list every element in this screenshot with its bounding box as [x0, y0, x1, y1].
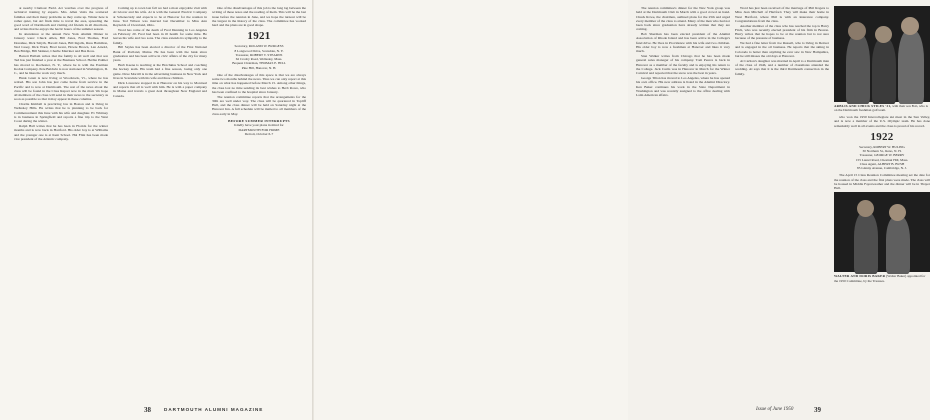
bottom-photo [834, 192, 930, 272]
article-paragraph: The April 15 Class Reunion Committee meeting set the date for the reunion of the class and the first plans were made. The class will be housed in Middle Fayerweather and the dinner will be in Thayer Hall. [834, 173, 930, 191]
officer-line: Treasurer, ROBERT T. STEARNS [235, 52, 283, 57]
article-paragraph: Coming up to town last fall we had a most enjoyable visit with Al Glover and his wife. Al is with the General Electric Company at Schenectady and expects to be at Hanover for the reunion in June. Ted Wilson was married last December to Miss Ann Reynolds of Cleveland, Ohio. [113, 6, 207, 28]
notice-line: Detroit, October 6-7 [244, 131, 274, 136]
article-paragraph: Charlie Kimball is practicing law in Boston and is living in Wellesley Hills. He writes that he is planning to be back for Commencement this June with his wife and daughter. Ev Whitney is in business in Springfield and reports a fine trip to the West Coast during the winter. [14, 102, 108, 124]
officer-line: 155 Laurel Road, Chestnut Hill, Mass. [855, 157, 909, 162]
bottom-photo-caption-heading: WALTER AND DORIS BAKER [834, 274, 886, 279]
officer-line: 85 Glanny Avenue, Cambridge, N. J. [857, 166, 907, 171]
article-paragraph: Bill Sayles has been elected a director of the First National Bank of Portland, Maine. He has been with the bank since graduation and has been active in civic affairs of the city for many years. [113, 45, 207, 63]
article-paragraph: at nearby Clamour Field. Art watches over the progress of technical training by experts. Mrs. Allen visits the scattered families and their many problems as they come up. Winter here is rather quiet, but Art finds time to travel the area, spreading the good word of Dartmouth and visiting old friends in all directions, and writes that he enjoys the hectic hours of the summer season. [14, 6, 108, 32]
column-left-1 [14, 6, 108, 400]
article-paragraph: One of the disadvantages of this job is the long lag between the writing of these notes and the reading of them. This will be the last issue before the reunion in June, and we hope the turnout will be the largest in the history of the class. The committee has worked hard and the plans are in good shape. [212, 6, 306, 28]
article-paragraph: Al Carlton's daughter was married in April to a Dartmouth man of the class of 1946, and a number of classmates attended the wedding. Al says that it is the third Dartmouth connection in the family. [735, 58, 829, 76]
column-right-2 [735, 6, 829, 400]
column-right-3 [834, 6, 930, 400]
officer-line: Secretary, ROLAND W. BURGESS [234, 44, 284, 49]
column-left-2 [113, 6, 207, 400]
photo-caption [834, 104, 930, 112]
officer-line: Treasurer, GEORGE W. BERRY [859, 153, 905, 158]
class-officers [212, 44, 306, 69]
article-paragraph: Stan Walker writes from Chicago that he has been made general sales manager of his company. Tom Pearce is back in Hanover as a member of the faculty and is enjoying his return to the College. Jack Curtis was in Hanover in March for the Winter Carnival and reported that the snow was the best in years. [636, 54, 730, 76]
page-footer-right [636, 405, 930, 415]
officer-line: Class Agent, ALBERT B. BUSH [859, 161, 905, 166]
article-paragraph: Ralph Hall writes that he has been in Florida for the winter months and is now back in Hartford. His older boy is at Williams and the younger one is at Kent School. Hal Flint has been made vice president of the Atlantic company. [14, 123, 108, 141]
article-paragraph: The reunion committee's dinner for the New York group was held at the Dartmouth Club in March with a good crowd on hand. Chuck Rowe, the chairman, outlined plans for the 25th and urged every member of the class to attend. Many of the men who had not been back since graduation have already written that they are coming. [636, 6, 730, 32]
officer-line: Pine Hill, Hanover, N. H. [241, 65, 277, 70]
officer-line: Secretary, ROBERT W. HULING [859, 145, 905, 150]
photo-caption-heading: ARBLIS AND CHICK STILES '21, [834, 104, 892, 108]
column-left-3 [212, 6, 306, 400]
officer-line: 62 Crosby Road, Wellesley, Mass. [235, 57, 283, 62]
article-paragraph: George Tilton has moved to Los Angeles, where he has opened his own office. His new address is listed in the Alumni Directory. Ken Baker continues his work in the State Department in Washington and was recently assigned to the office dealing with Latin American affairs. [636, 75, 730, 98]
article-paragraph: We had a fine letter from Joe Russell, who is living in Denver and is engaged in the oil business. He reports that the skiing in Colorado is better than anything he ever saw in New Hampshire, but he still misses the old days at Hanover. [735, 41, 829, 59]
column-right-1 [636, 6, 730, 400]
officer-line: Bequest Chairman, THOMAS E. HILL [232, 61, 286, 66]
page-number: 38 [144, 406, 151, 414]
article-paragraph: Dick Lawrence stopped in at Hanover on his way to Montreal and reports that all is well with him. He is with a paper company in Maine and travels a great deal throughout New England and Canada. [113, 80, 207, 98]
article-paragraph: In attendance at the annual New York Alumni Dinner in January were: Chuck Allen, Bill Jones, Fred Thomas, Fred Donahue, Dick Smyth, Harold Jones, Bill Ingalls, Russ Hamilton, Ned Casey, Dick Ward, Brad Grant, Howie Brown, Lan Arnold, Ben Bridge, Bill Skinner, Charlie Marriner and Bus Ross. [14, 32, 108, 54]
notice-line: DARTMOUTH FOR HOME [238, 127, 280, 132]
article-paragraph: Herb Keene is teaching at the Hotchkiss School and coaching the hockey team. His team had a fine season, losing only one game. Dave Morrill is in the advertising business in New York and lives in Scarsdale with his wife and three children. [113, 63, 207, 80]
article-paragraph: Hank Grant is now living at Woodstock, Vt., where he has retired. His son John has just come home from service in the Pacific and is now at Dartmouth. The rest of the news about the class will be found in the Class Report now in the mail. We hope all members of the class will send in their news to the secretary as soon as possible so that it may appear in these columns. [14, 75, 108, 102]
notice-heading: BEFORE SUMMER INTERRUPTS [228, 119, 290, 124]
right-page [314, 0, 930, 420]
class-year-heading: 1922 [870, 131, 894, 144]
officer-line: 30 Northern St., Reno, N. H. [862, 149, 902, 154]
left-page [0, 0, 314, 420]
officer-line: 8 Longwood Drive, Scarsdale, N. Y. [234, 48, 284, 53]
article-paragraph: Barrett Hallam writes that the family is all well and that son Ted has just finished a year at the Business School. Herbie Palmer has moved to Rochester, N. Y., where he is with the Eastman Kodak Company. Pete Baldwin is now stationed in Washington, D. C., and he likes the work very much. [14, 54, 108, 76]
class-photo [834, 6, 930, 102]
class-officers [834, 145, 930, 170]
magazine-title: DARTMOUTH ALUMNI MAGAZINE [164, 407, 264, 412]
article-paragraph: Another member of the class who has reached the top is Harry Fitch, who was recently elected president of his firm in Boston. Harry writes that he hopes to be at the reunion but is not sure because of the pressure of business. [735, 23, 829, 41]
bottom-photo-caption [834, 274, 930, 282]
page-footer-left [14, 405, 306, 415]
issue-date: Issue of June 1950 [756, 407, 794, 412]
bottom-photo-caption-text: (Walter Baker) appointed for the 1950 Committee, by the Trustees. [834, 274, 926, 283]
article-paragraph: One of the disadvantages of this space is that we are always some two months behind the news. Thus we can only report at this time on what has happened before March 15. Among other things, the class lost no time sending its best wishes to Herb Rowe, who has been confined to the hospital since January. [212, 72, 306, 94]
article-paragraph: who won the 1950 Intercollegiate ski meet in the Sun Valley, and is now a member of the U.S. Olympic team. He has done remarkably well in all events and the class is proud of his record. [834, 115, 930, 128]
article-paragraph: Bob Sherman has been elected president of the Alumni Association of Rhode Island and has been active in the College's fund drive. He lives in Providence with his wife and two children. His older boy is now a freshman at Hanover and likes it very much. [636, 32, 730, 54]
notice-line: Kindly have your plans in mind for [234, 123, 284, 128]
notice-box [212, 119, 306, 136]
article-paragraph: The reunion committee reports that the arrangements for the 30th are well under way. The class will be quartered in Topliff Hall, and the class dinner will be held on Saturday night at the Hanover Inn. A full schedule will be mailed to all members of the class early in May. [212, 94, 306, 116]
page-number: 39 [814, 406, 821, 414]
article-paragraph: Word has come of the death of Fred Dunning in Los Angeles on February 20. Fred had been in ill health for some time. He leaves his wife and two sons. The class extends its sympathy to the family. [113, 27, 207, 45]
article-paragraph: Word has just been received of the marriage of Phil Rogers to Miss Jean Mitchell of Hartford. They will make their home in West Hartford, where Phil is with an insurance company. Congratulations from the class. [735, 6, 829, 23]
photo-caption-text: with their son Bob, who is on the Dartmouth freshman golf team. [834, 104, 928, 113]
class-year-heading: 1921 [247, 30, 271, 43]
